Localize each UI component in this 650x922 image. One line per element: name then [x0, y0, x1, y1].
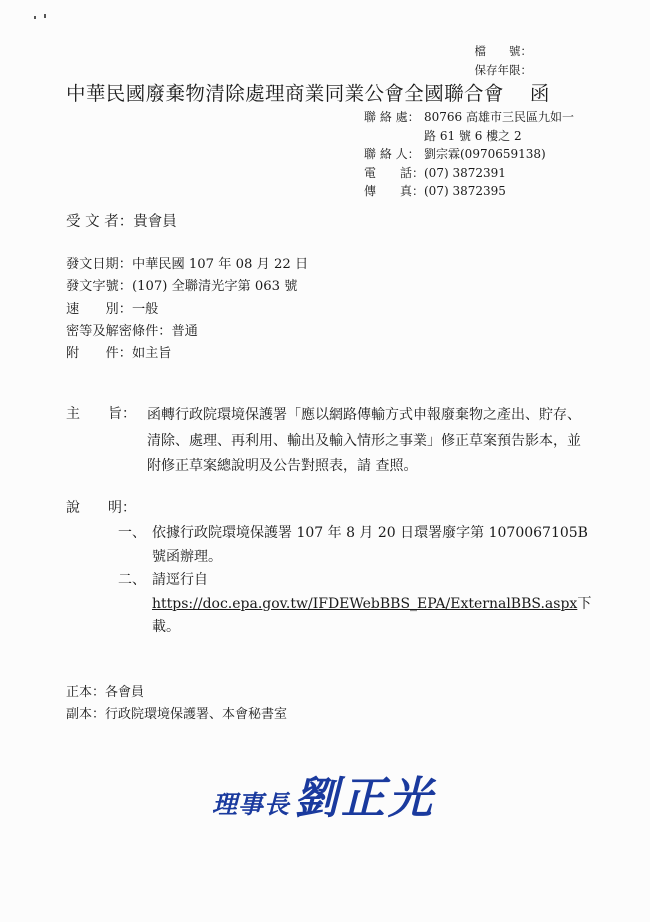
reference-number: (107) 全聯清光字第 063 號: [131, 279, 298, 295]
item-number: 一、: [118, 525, 146, 541]
cc-value: 行政院環境保護署、本會秘書室: [105, 707, 288, 722]
cc-label: 副本：: [66, 707, 106, 722]
retention-period-label: 保存年限：: [474, 63, 532, 77]
contact-person: 劉宗霖(0970659138): [424, 147, 546, 161]
item-suffix: 下載。: [152, 595, 592, 635]
secrecy-value: 普通: [171, 323, 198, 339]
phone-label: 電 話：: [364, 165, 425, 180]
download-link[interactable]: https://doc.epa.gov.tw/IFDEWebBBS_EPA/ExternalBBS.aspx: [152, 595, 578, 612]
document-meta: [66, 254, 308, 365]
issue-date: 中華民國 107 年 08 月 22 日: [131, 257, 309, 272]
contact-person-label: 聯 絡 人：: [364, 147, 420, 161]
explanation-label: 說 明：: [66, 500, 136, 516]
attachment-label: 附 件：: [66, 346, 132, 362]
item-number: 二、: [118, 572, 146, 588]
fax-number: (07) 3872395: [424, 184, 506, 198]
address-label: 聯 絡 處：: [364, 110, 420, 124]
main-copy-label: 正本：: [66, 685, 106, 700]
organization-name: 中華民國廢棄物清除處理商業同業公會全國聯合會: [66, 82, 504, 105]
file-number-label: 檔 號：: [474, 44, 532, 58]
signature-name: 劉正光: [294, 773, 436, 824]
letterhead-title: [66, 78, 550, 106]
recipient: [66, 210, 177, 231]
explanation-item: [118, 569, 598, 640]
signature-stamp: [212, 762, 435, 826]
attachment-value: 如主旨: [131, 346, 172, 362]
recipient-value: 貴會員: [133, 214, 177, 230]
distribution-list: [66, 682, 287, 726]
file-meta: [475, 42, 533, 80]
speed-label: 速 別：: [66, 301, 132, 317]
fax-label: 傳 真：: [364, 184, 425, 198]
explanation-list: [118, 522, 598, 640]
item-text: 請逕行自: [152, 572, 208, 588]
signature-role: 理事長: [212, 790, 291, 819]
recipient-label: 受 文 者：: [66, 214, 134, 230]
contact-block: [364, 108, 574, 201]
scan-speck: [34, 16, 36, 19]
explanation-item: [118, 522, 598, 569]
item-text: 依據行政院環境保護署 107 年 8 月 20 日環署廢字第 1070067105B 號函辦理。: [152, 525, 588, 565]
document-type: 函: [529, 82, 550, 105]
main-copy-value: 各會員: [105, 685, 145, 700]
address-line-1: 80766 高雄市三民區九如一: [424, 110, 574, 124]
scan-speck: [44, 14, 46, 18]
date-label: 發文日期：: [66, 257, 132, 272]
subject-label: 主 旨：: [66, 406, 136, 422]
subject-text: 函轉行政院環境保護署「應以網路傳輸方式申報廢棄物之產出、貯存、清除、處理、再利用、輸出及輸入情形之事業」修正草案預告影本，並附修正草案總說明及公告對照表，請 查照。: [147, 407, 581, 474]
secrecy-label: 密等及解密條件：: [66, 323, 172, 339]
speed-value: 一般: [131, 301, 159, 317]
address-line-2: 路 61 號 6 樓之 2: [424, 128, 522, 143]
reference-label: 發文字號：: [66, 279, 132, 295]
phone-number: (07) 3872391: [424, 165, 506, 180]
